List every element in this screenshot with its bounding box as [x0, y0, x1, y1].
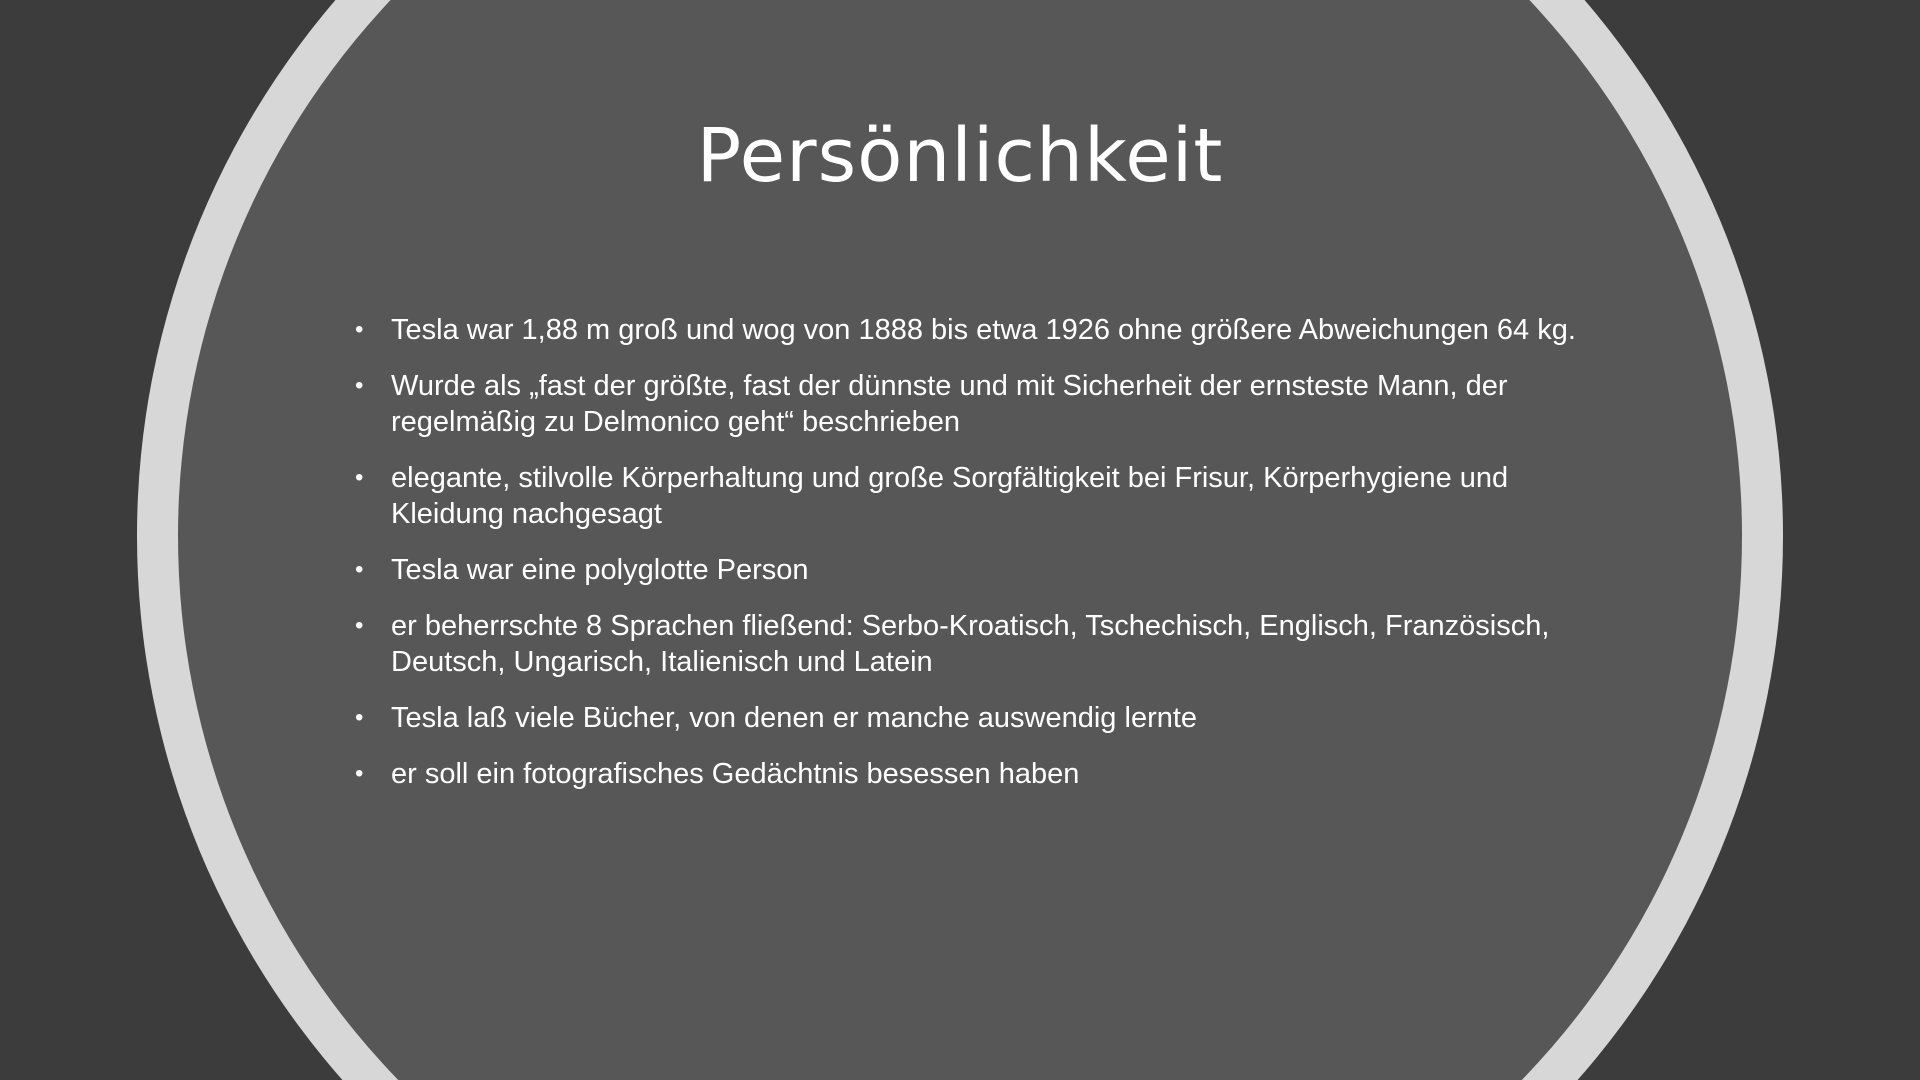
- bullet-item: [348, 700, 1578, 736]
- bullet-item: [348, 312, 1578, 348]
- bullet-item: [348, 756, 1578, 792]
- bullet-list: [348, 312, 1578, 812]
- bullet-icon: •: [355, 612, 364, 639]
- slide-title: Persönlichkeit: [696, 113, 1224, 199]
- bullet-item: [348, 368, 1578, 440]
- bullet-icon: •: [355, 464, 364, 491]
- bullet-item: [348, 460, 1578, 532]
- bullet-text: Tesla war 1,88 m groß und wog von 1888 bis etwa 1926 ohne größere Abweichungen 64 kg.: [391, 314, 1576, 346]
- bullet-item: [348, 552, 1578, 588]
- bullet-text: Tesla laß viele Bücher, von denen er manche auswendig lernte: [391, 702, 1198, 734]
- bullet-icon: •: [355, 372, 364, 399]
- bullet-text: Wurde als „fast der größte, fast der dünnste und mit Sicherheit der ernsteste Mann, der regelmäßig zu Delmonico geht“ beschrieben: [391, 370, 1508, 438]
- bullet-text: er beherrschte 8 Sprachen fließend: Serbo-Kroatisch, Tschechisch, Englisch, Französisch, Deutsch, Ungarisch, Italienisch und Latein: [391, 610, 1550, 678]
- bullet-icon: •: [355, 760, 364, 787]
- bullet-text: elegante, stilvolle Körperhaltung und große Sorgfältigkeit bei Frisur, Körperhygiene und Kleidung nachgesagt: [391, 462, 1509, 530]
- bullet-icon: •: [355, 556, 364, 583]
- bullet-text: er soll ein fotografisches Gedächtnis besessen haben: [391, 758, 1080, 790]
- bullet-text: Tesla war eine polyglotte Person: [391, 554, 809, 586]
- bullet-item: [348, 608, 1578, 680]
- bullet-icon: •: [355, 316, 364, 343]
- bullet-icon: •: [355, 704, 364, 731]
